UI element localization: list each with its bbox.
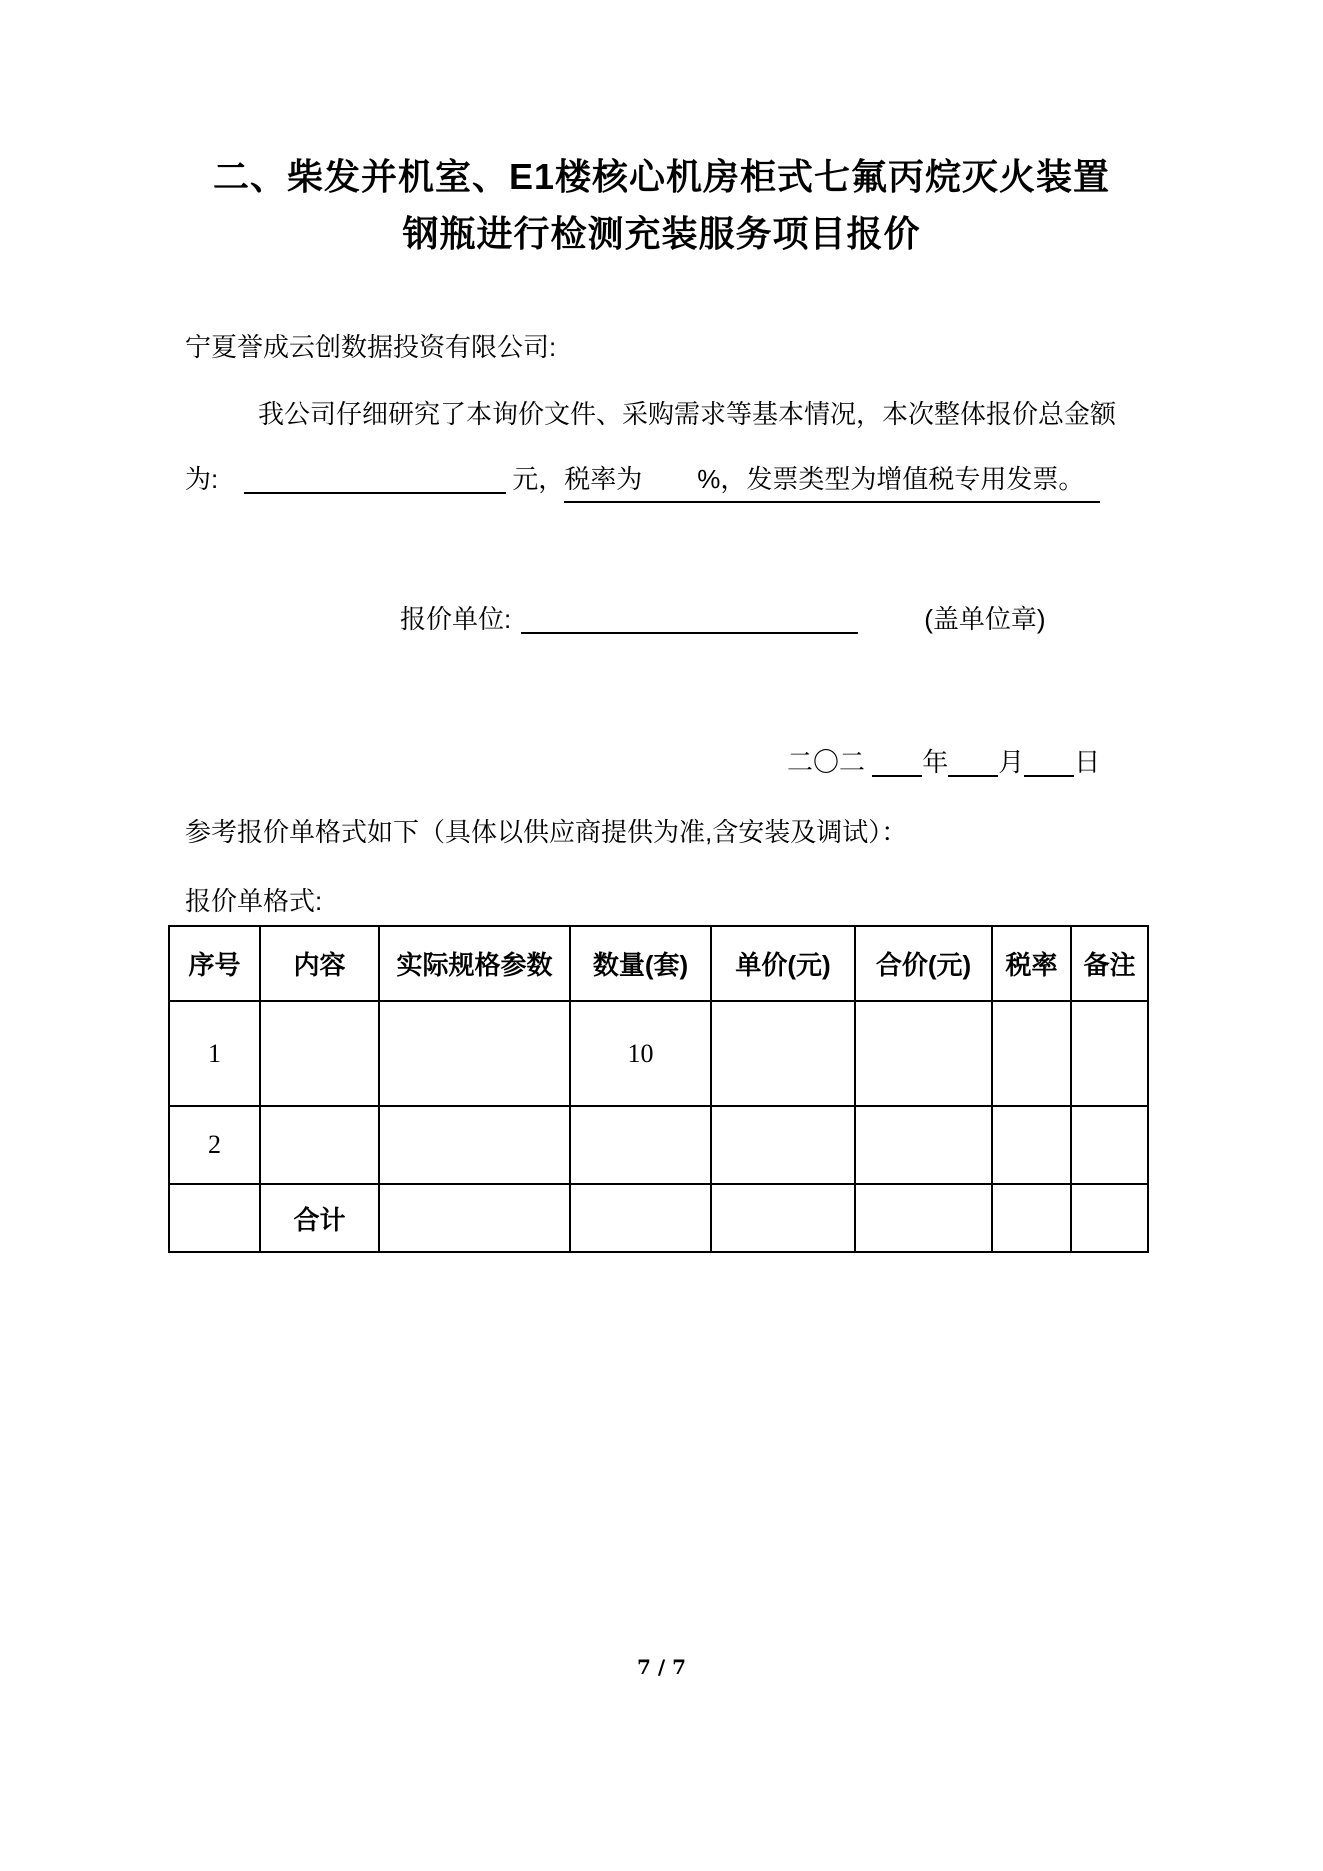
cell-row2-remark [1071,1106,1148,1184]
date-month-blank [948,755,998,777]
tax-rate-prefix: 税率为 [564,464,643,494]
date-line [787,745,1100,779]
table-row [169,1001,1148,1106]
intro-paragraph: 我公司仔细研究了本询价文件、采购需求等基本情况，本次整体报价总金额 [258,399,1117,429]
cell-row1-unit-price [711,1001,855,1106]
date-era-prefix: 二〇二 [787,747,866,777]
cell-row1-seq: 1 [169,1001,260,1106]
amount-prefix: 为: [185,464,219,494]
cell-total-spec [379,1184,570,1252]
amount-line [185,462,1100,503]
cell-row2-spec [379,1106,570,1184]
cell-total-seq [169,1184,260,1252]
document-title [0,148,1323,262]
seal-note: (盖单位章) [924,604,1046,634]
title-line-2: 钢瓶进行检测充装服务项目报价 [402,213,921,254]
table-total-row [169,1184,1148,1252]
col-header-qty: 数量(套) [570,926,711,1001]
quotation-table [168,925,1149,1253]
cell-row1-spec [379,1001,570,1106]
reference-note: 参考报价单格式如下（具体以供应商提供为准,含安装及调试）： [185,817,908,847]
quote-unit-label: 报价单位: [400,604,512,634]
date-month-label: 月 [998,747,1025,777]
cell-total-remark [1071,1184,1148,1252]
tax-clause [564,462,1100,503]
cell-total-price [855,1184,992,1252]
invoice-type-text: %，发票类型为增值税专用发票。 [697,464,1085,494]
cell-row1-qty: 10 [570,1001,711,1106]
table-header-row [169,926,1148,1001]
cell-total-qty [570,1184,711,1252]
col-header-tax-rate: 税率 [992,926,1071,1001]
col-header-content: 内容 [260,926,379,1001]
cell-row2-content [260,1106,379,1184]
date-day-blank [1024,755,1074,777]
title-line-1: 二、柴发并机室、E1楼核心机房柜式七氟丙烷灭火装置 [212,156,1111,197]
date-day-label: 日 [1074,747,1101,777]
col-header-remark: 备注 [1071,926,1148,1001]
addressee-company: 宁夏誉成云创数据投资有限公司: [185,332,557,362]
cell-row1-tax-rate [992,1001,1071,1106]
cell-row1-remark [1071,1001,1148,1106]
cell-row1-total-price [855,1001,992,1106]
amount-blank-line [244,472,506,494]
cell-row2-seq: 2 [169,1106,260,1184]
cell-total-tax-rate [992,1184,1071,1252]
col-header-seq: 序号 [169,926,260,1001]
amount-unit: 元， [512,464,565,494]
quote-unit-line [400,602,1046,636]
date-year-blank [872,755,922,777]
cell-row1-content [260,1001,379,1106]
col-header-unit-price: 单价(元) [711,926,855,1001]
date-year-label: 年 [922,747,949,777]
cell-total-unit-price [711,1184,855,1252]
cell-row2-total-price [855,1106,992,1184]
page-number: 7 / 7 [636,1655,687,1679]
cell-row2-unit-price [711,1106,855,1184]
form-label: 报价单格式: [185,886,323,916]
col-header-total-price: 合价(元) [855,926,992,1001]
cell-row2-tax-rate [992,1106,1071,1184]
quote-unit-blank-line [521,612,858,634]
table-row [169,1106,1148,1184]
col-header-spec: 实际规格参数 [379,926,570,1001]
cell-row2-qty [570,1106,711,1184]
cell-total-label: 合计 [260,1184,379,1252]
